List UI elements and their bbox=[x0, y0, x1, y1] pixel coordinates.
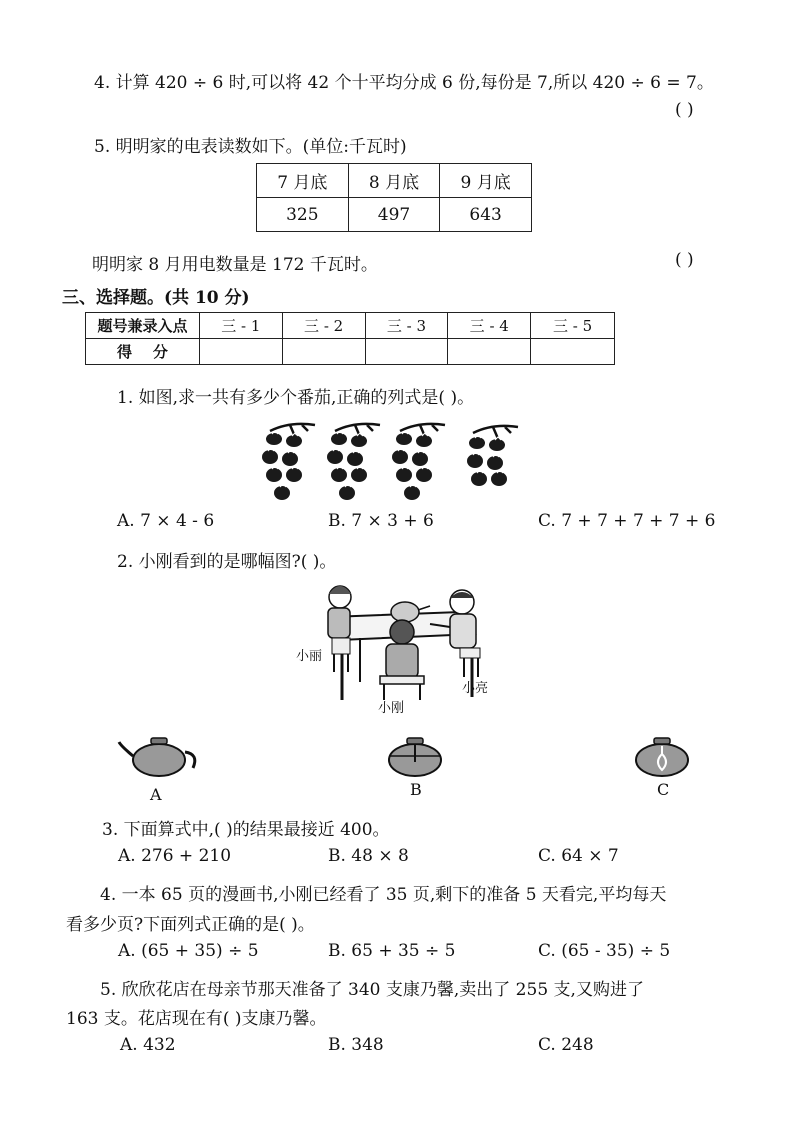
q4-text-line2: 看多少页?下面列式正确的是( )。 bbox=[66, 915, 315, 935]
score-cell-1[interactable] bbox=[199, 339, 282, 365]
q5-option-b[interactable]: B. 348 bbox=[328, 1035, 384, 1055]
q4-option-c[interactable]: C. (65 - 35) ÷ 5 bbox=[538, 941, 671, 961]
tomato-cluster-3 bbox=[392, 424, 445, 500]
judgement-q5-answer-paren[interactable]: ( ) bbox=[675, 250, 694, 270]
teapot-view-a-icon[interactable] bbox=[115, 732, 205, 780]
judgement-q4-answer-paren[interactable]: ( ) bbox=[675, 100, 694, 120]
q1-text: 1. 如图,求一共有多少个番茄,正确的列式是( )。 bbox=[117, 388, 475, 408]
q4-option-b[interactable]: B. 65 + 35 ÷ 5 bbox=[328, 941, 456, 961]
q5-option-a[interactable]: A. 432 bbox=[120, 1035, 176, 1055]
teapot-label-c: C bbox=[657, 780, 670, 799]
tomato-cluster-4 bbox=[467, 426, 518, 486]
meter-reading-table bbox=[256, 163, 532, 232]
judgement-q4-text: 4. 计算 420 ÷ 6 时,可以将 42 个十平均分成 6 份,每份是 7,所以 420 ÷ 6 = 7。 bbox=[94, 73, 714, 93]
q2-text: 2. 小刚看到的是哪幅图?( )。 bbox=[117, 552, 337, 572]
score-table bbox=[85, 312, 615, 365]
teapot-label-a: A bbox=[150, 785, 162, 804]
score-table-col-5: 三 - 5 bbox=[531, 313, 615, 339]
teapot-view-c-icon[interactable] bbox=[632, 732, 692, 780]
q1-option-c[interactable]: C. 7 + 7 + 7 + 7 + 6 bbox=[538, 511, 716, 531]
score-cell-5[interactable] bbox=[531, 339, 615, 365]
score-table-col-4: 三 - 4 bbox=[448, 313, 531, 339]
q3-option-a[interactable]: A. 276 + 210 bbox=[118, 846, 232, 866]
q1-option-a[interactable]: A. 7 × 4 - 6 bbox=[117, 511, 215, 531]
meter-header-aug: 8 月底 bbox=[348, 164, 440, 198]
q5-text-line2: 163 支。花店现在有( )支康乃馨。 bbox=[66, 1009, 327, 1029]
score-table-score-label: 得 分 bbox=[86, 339, 200, 365]
teapot-view-b-icon[interactable] bbox=[385, 732, 445, 780]
q5-text-line1: 5. 欣欣花店在母亲节那天准备了 340 支康乃馨,卖出了 255 支,又购进了 bbox=[100, 980, 644, 1000]
score-cell-3[interactable] bbox=[365, 339, 448, 365]
q4-text-line1: 4. 一本 65 页的漫画书,小刚已经看了 35 页,剩下的准备 5 天看完,平均每天 bbox=[100, 885, 667, 905]
tomato-cluster-1 bbox=[262, 424, 315, 500]
score-table-col-1: 三 - 1 bbox=[199, 313, 282, 339]
meter-header-jul: 7 月底 bbox=[257, 164, 349, 198]
label-xiaogang: 小刚 bbox=[378, 701, 405, 716]
teapot-label-b: B bbox=[410, 780, 422, 799]
meter-value-aug: 497 bbox=[348, 198, 440, 232]
tomato-cluster-2 bbox=[327, 424, 380, 500]
meter-value-sep: 643 bbox=[440, 198, 532, 232]
score-table-col-2: 三 - 2 bbox=[282, 313, 365, 339]
q5-option-c[interactable]: C. 248 bbox=[538, 1035, 594, 1055]
score-table-header-label: 题号兼录入点 bbox=[86, 313, 200, 339]
q4-option-a[interactable]: A. (65 + 35) ÷ 5 bbox=[118, 941, 259, 961]
label-xiaoliang: 小亮 bbox=[462, 681, 489, 696]
q3-option-b[interactable]: B. 48 × 8 bbox=[328, 846, 409, 866]
q3-option-c[interactable]: C. 64 × 7 bbox=[538, 846, 619, 866]
label-xiaoli: 小丽 bbox=[296, 649, 323, 664]
tomato-clusters-figure bbox=[255, 415, 535, 505]
q1-option-b[interactable]: B. 7 × 3 + 6 bbox=[328, 511, 434, 531]
section3-title: 三、选择题。(共 10 分) bbox=[62, 288, 250, 308]
meter-value-jul: 325 bbox=[257, 198, 349, 232]
score-cell-2[interactable] bbox=[282, 339, 365, 365]
table-scene-illustration bbox=[290, 572, 510, 722]
score-cell-4[interactable] bbox=[448, 339, 531, 365]
q3-text: 3. 下面算式中,( )的结果最接近 400。 bbox=[102, 820, 390, 840]
judgement-q5-statement: 明明家 8 月用电数量是 172 千瓦时。 bbox=[92, 255, 378, 275]
judgement-q5-intro: 5. 明明家的电表读数如下。(单位:千瓦时) bbox=[94, 137, 407, 157]
score-table-col-3: 三 - 3 bbox=[365, 313, 448, 339]
meter-header-sep: 9 月底 bbox=[440, 164, 532, 198]
